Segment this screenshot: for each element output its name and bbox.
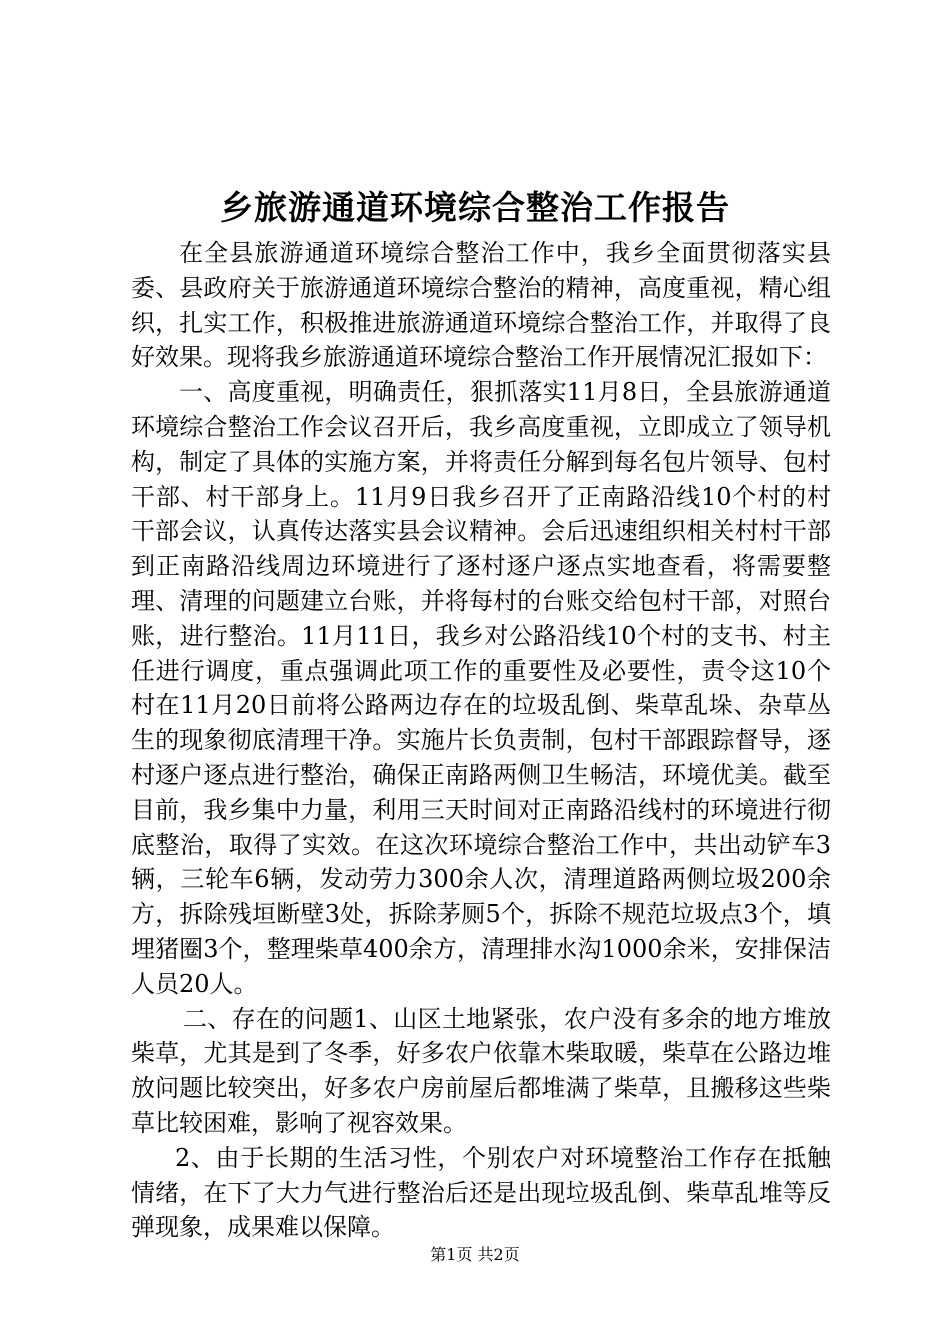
paragraph-section-1: 一、高度重视，明确责任，狠抓落实11月8日，全县旅游通道环境综合整治工作会议召开后，我乡高度重视，立即成立了领导机构，制定了具体的实施方案，并将责任分解到每名包片领导、包村干部、村干部身上。11月9日我乡召开了正南路沿线10个村的村干部会议，认真传达落实县会议精神。会后迅速组织相关村村干部到正南路沿线周边环境进行了逐村逐户逐点实地查看，将需要整理、清理的问题建立台账，并将每村的台账交给包村干部，对照台账，进行整治。11月11日，我乡对公路沿线10个村的支书、村主任进行调度，重点强调此项工作的重要性及必要性，责令这10个村在11月20日前将公路两边存在的垃圾乱倒、柴草乱垛、杂草丛生的现象彻底清理干净。实施片长负责制，包村干部跟踪督导，逐村逐户逐点进行整治，确保正南路两侧卫生畅洁，环境优美。截至目前，我乡集中力量，利用三天时间对正南路沿线村的环境进行彻底整治，取得了实效。在这次环境综合整治工作中，共出动铲车3辆，三轮车6辆，发动劳力300余人次，清理道路两侧垃圾200余方，拆除残垣断壁3处，拆除茅厕5个，拆除不规范垃圾点3个，填埋猪圈3个，整理柴草400余方，清理排水沟1000余米，安排保洁人员20人。 (131, 378, 831, 998)
paragraph-section-2-item-2: 2、由于长期的生活习性，个别农户对环境整治工作存在抵触情绪，在下了大力气进行整治后还是出现垃圾乱倒、柴草乱堆等反弹现象，成果难以保障。 (131, 1143, 831, 1242)
document-body (131, 236, 831, 1245)
paragraph-intro: 在全县旅游通道环境综合整治工作中，我乡全面贯彻落实县委、县政府关于旅游通道环境综合整治的精神，高度重视，精心组织，扎实工作，积极推进旅游通道环境综合整治工作，并取得了良好效果。现将我乡旅游通道环境综合整治工作开展情况汇报如下： (131, 239, 831, 372)
paragraph-section-2: 二、存在的问题1、山区土地紧张，农户没有多余的地方堆放柴草，尤其是到了冬季，好多农户依靠木柴取暖，柴草在公路边堆放问题比较突出，好多农户房前屋后都堆满了柴草，且搬移这些柴草比较困难，影响了视容效果。 (131, 1004, 831, 1137)
page-footer: 第1页 共2页 (430, 1245, 520, 1264)
document-title: 乡旅游通道环境综合整治工作报告 (220, 188, 730, 227)
